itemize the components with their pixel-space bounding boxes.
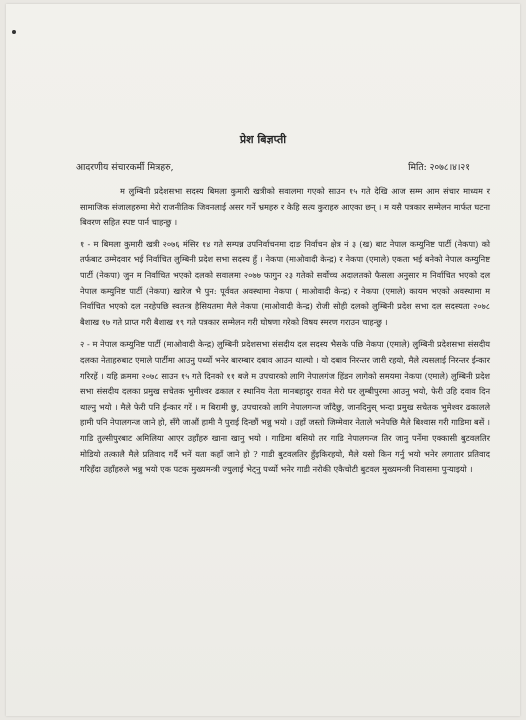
paragraph-1: १ - म बिमला कुमारी खत्री २०७६ मंसिर १४ गते सम्पन्न उपनिर्वाचनमा दाङ निर्वाचन क्षेत्र नं ३ (ख) बाट नेपाल कम्युनिष्ट पार्टी (नेकपा) को तर्फबाट उम्मेदवार भई निर्वाचित लुम्बिनी प्रदेश सभा सदस्य हुँ । नेकपा (माओवादी केन्द्र) र नेकपा (एमाले) एकता भई बनेको नेपाल कम्युनिष्ट पार्टी (नेकपा) जुन म निर्वाचित भएको दलको सवालमा २०७७ फागुन २३ गतेको सर्वोच्च अदालतको फैसला अनुसार म निर्वाचित भएको दल नेपाल कम्युनिष्ट पार्टी (नेकपा) खारेज भै पुन: पूर्ववत अवस्थामा नेकपा ( माओवादी केन्द्र) र नेकपा (एमाले) कायम भएको अवस्थामा म निर्वाचित भएको दल नरहेपछि स्वतन्त्र हैसियतमा मैले नेकपा (माओवादी केन्द्र) रोजी सोही दलको लुम्बिनी प्रदेश सभा दल सदस्यता २०७८ बैशाख १७ गते प्राप्त गरी बैशाख १९ गते पत्रकार सम्मेलन गरी घोषणा गरेको विषय स्मरण गराउन चाहन्छु । — [80, 238, 490, 327]
document-title: प्रेश बिज्ञप्ती — [239, 133, 287, 146]
paragraph-intro: म लुम्बिनी प्रदेशसभा सदस्य बिमला कुमारी खत्रीको सवालमा गएको साउन १५ गते देखि आज सम्म आम संचार माध्यम र सामाजिक संजालहरुमा मेरो राजनीतिक जिवनलाई असर गर्ने भ्रमहरु र केहि सत्य कुराहरु आएका छन् । म यसै पत्रकार सम्मेलन मार्फत घटना बिवरण सहित स्पष्ट पार्न चाहन्छु । — [80, 186, 490, 228]
salutation: आदरणीय संचारकर्मी मित्रहरु, — [76, 162, 174, 173]
paragraph-2: २ - म नेपाल कम्युनिष्ट पार्टी (माओवादी केन्द्र) लुम्बिनी प्रदेशसभा संसदीय दल सदस्य भैसके पछि नेकपा (एमाले) लुम्बिनी प्रदेशसभा संसदीय दलका नेताहरुबाट एमाले पार्टीमा आउनु पर्थ्यो भनेर बारम्बार दबाव आउन थाल्यो । यो दबाव निरन्तर जारी रहयो, मैले त्यसलाई निरन्तर ईन्कार गरिरहें । यहि क्रममा २०७८ साउन १५ गते दिनको ११ बजे म उपचारको लागि नेपालगंज हिंडन लागेको समयमा नेकपा (एमाले) लुम्बिनी प्रदेश सभा संसदीय दलका प्रमुख सचेतक भुमीश्वर ढकाल र स्थानिय नेता मानबहादुर रावत मेरो घर लुम्बीपुरमा आउनु भयो, फेरी उहि दवाव दिन थाल्नु भयो । मैले फेरी पनि ईन्कार गरें । म बिरामी छु, उपचारको लागि नेपालगन्ज जाँदैछु, जानदिनुस् भन्दा प्रमुख सचेतक भुमेश्वर ढकालले हामी पनि नेपालगन्ज जाने हो, सँगै जाऔं हामी नै पुराई दिन्छौं भन्नु भयो । उहाँ जस्तो जिम्मेवार नेताले भनेपछि मैले बिश्वास गरी गाडिमा बसें । गाडि तुल्सीपुरबाट अमिलिया आएर उहाँहरु खाना खानु भयो । गाडिमा बसियो तर गाडि नेपालगन्ज तिर जानु पर्नेमा एक्कासी बुटवलतिर मोडियो तत्कालै मैले प्रतिवाद गर्दै भनें यता कहाँ जाने हो ? गाडी बुटवलतिर हुँइकिरहयो, मैले यसो किन गर्नु भयो भनेर लगातार प्रतिवाद गरिहँदा उहाँहरुले भन्नु भयो एक पटक मुख्यमन्त्री ज्युलाई भेट्नु पर्थ्यो भनेर गाडी नरोकी एकैचोटी बुटवल मुख्यमन्त्री निवासमा पुर्‍याइयो । — [80, 339, 490, 475]
document-body — [80, 184, 490, 484]
press-release-page — [6, 4, 520, 716]
margin-dot — [12, 30, 16, 34]
date: मिति: २०७८।४।२१ — [408, 162, 470, 173]
header-row — [76, 160, 470, 173]
